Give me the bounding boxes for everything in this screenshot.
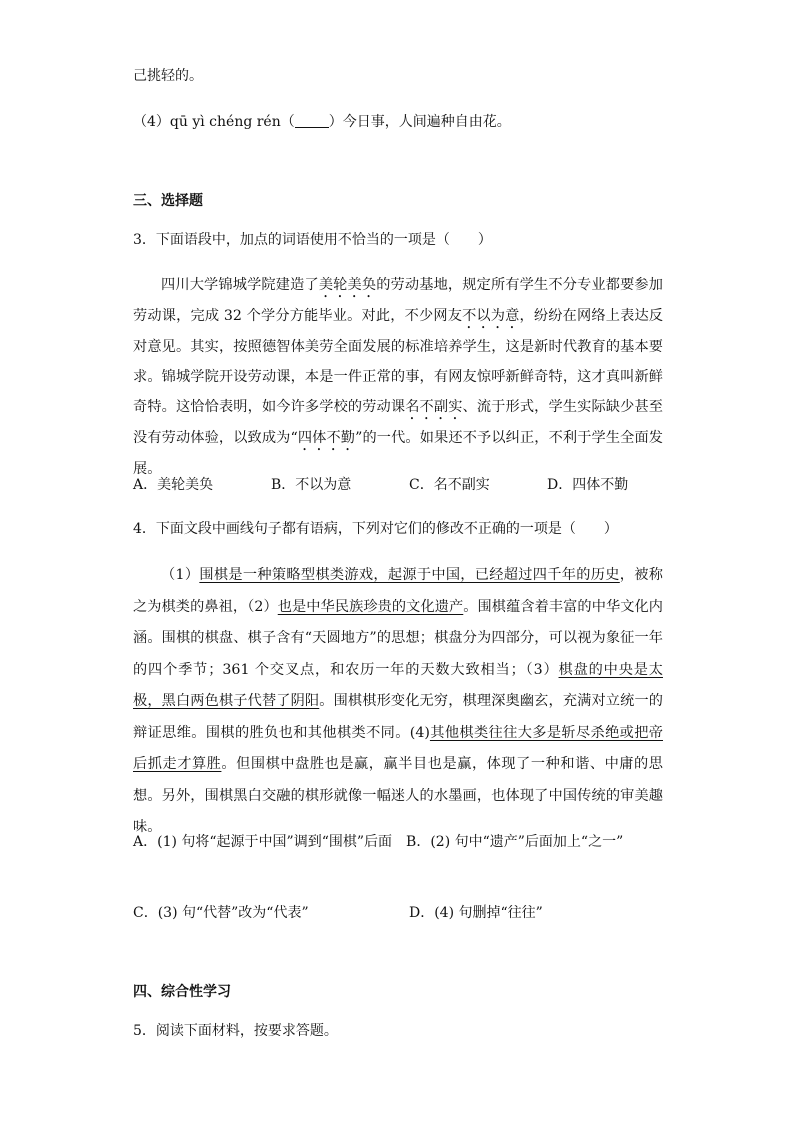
passage-text: 、流于形式，学生实际缺少甚至没有劳动体验，以致成为“ bbox=[133, 399, 663, 446]
underlined-sentence-4: 其他棋类往往大多是斩尽杀绝或把帝后抓走才算胜 bbox=[133, 724, 663, 772]
sentence-number-2: （2） bbox=[247, 598, 278, 615]
sentence-number-3: （3） bbox=[524, 661, 559, 678]
q4-option-c[interactable]: C．(3) 句“代替”改为“代表” bbox=[133, 905, 309, 921]
dotted-word-4: 四体不勤 bbox=[297, 430, 356, 446]
dotted-word-2: 不以为意 bbox=[462, 308, 520, 324]
passage-text: 。围棋蕴含着丰富的中华文化内涵。围棋的棋盘、棋子含有“天圆地方”的思想；棋盘分为四部分，可以视为象征一年的四个季节；361 个交叉点，和农历一年的天数大致相当； bbox=[133, 598, 663, 678]
previous-answer-tail: 己挑轻的。 bbox=[133, 68, 203, 84]
item-4-suffix: ）今日事，人间遍种自由花。 bbox=[328, 114, 511, 130]
dotted-word-1: 美轮美奂 bbox=[318, 277, 377, 293]
underlined-sentence-1: 围棋是一种策略型棋类游戏，起源于中国，已经超过四千年的历史 bbox=[199, 567, 620, 583]
question-5-stem: 5．阅读下面材料，按要求答题。 bbox=[133, 1023, 338, 1039]
q4-option-d[interactable]: D．(4) 句删掉“往往” bbox=[409, 905, 543, 921]
question-4-stem: 4．下面文段中画线句子都有语病，下列对它们的修改不正确的一项是（ ） bbox=[133, 521, 618, 537]
passage-text: ”的一代。如果还不予以纠正，不利于学生全面发展。 bbox=[133, 430, 663, 477]
question-3-stem: 3．下面语段中，加点的词语使用不恰当的一项是（ ） bbox=[133, 232, 492, 248]
underlined-sentence-2: 也是中华民族珍贵的文化遗产 bbox=[277, 598, 464, 615]
q3-option-b[interactable]: B．不以为意 bbox=[271, 477, 352, 493]
passage-text: ，纷纷在网络上表达反对意见。其实，按照德智体美劳全面发展的标准培养学生，这是新时代教育的基本要求。锦城学院开设劳动课，本是一件正常的事，有网友惊呼新鲜奇特，这才真叫新鲜奇特。这恰恰表明，如今许多学校的劳动课 bbox=[133, 308, 663, 415]
dotted-word-3: 名不副实 bbox=[405, 399, 463, 415]
passage-text: 的劳动基地，规定所有学生不分专业都要参加劳动课，完成 32 个学分方能毕业。对此，不少网友 bbox=[133, 277, 663, 324]
q3-option-d[interactable]: D．四体不勤 bbox=[547, 477, 629, 493]
passage-text: ，被称之为棋类的鼻祖， bbox=[133, 567, 663, 615]
item-4-prefix: （4）qū yì chéng rén（ bbox=[133, 114, 295, 130]
passage-text: 。但围棋中盘胜也是赢，赢半目也是赢，体现了一种和谐、中庸的思想。另外，围棋黑白交融的棋形就像一幅迷人的水墨画，也体现了中国传统的审美趣味。 bbox=[133, 756, 663, 835]
q4-option-b[interactable]: B．(2) 句中“遗产”后面加上“之一” bbox=[406, 834, 624, 850]
sentence-number-4: (4) bbox=[409, 724, 430, 741]
section-heading-choice: 三、选择题 bbox=[133, 193, 203, 209]
underlined-sentence-3: 棋盘的中央是太极，黑白两色棋子代替了阴阳 bbox=[133, 661, 663, 709]
sentence-number-1: （1） bbox=[161, 567, 200, 583]
section-heading-comprehensive: 四、综合性学习 bbox=[133, 984, 231, 1000]
q4-option-a[interactable]: A．(1) 句将“起源于中国”调到“围棋”后面 bbox=[133, 834, 393, 850]
question-3-passage bbox=[133, 270, 663, 484]
question-4-passage bbox=[133, 560, 663, 844]
q4-options-ab bbox=[133, 827, 663, 857]
passage-text: 。围棋棋形变化无穷，棋理深奥幽玄，充满对立统一的辩证思维。围棋的胜负也和其他棋类不同。 bbox=[133, 693, 663, 741]
passage-text: 四川大学锦城学院建造了 bbox=[161, 277, 319, 293]
answer-blank[interactable] bbox=[295, 113, 329, 128]
fill-in-item-4 bbox=[133, 112, 511, 132]
q3-option-c[interactable]: C．名不副实 bbox=[409, 477, 490, 493]
q3-option-a[interactable]: A．美轮美奂 bbox=[133, 477, 214, 493]
